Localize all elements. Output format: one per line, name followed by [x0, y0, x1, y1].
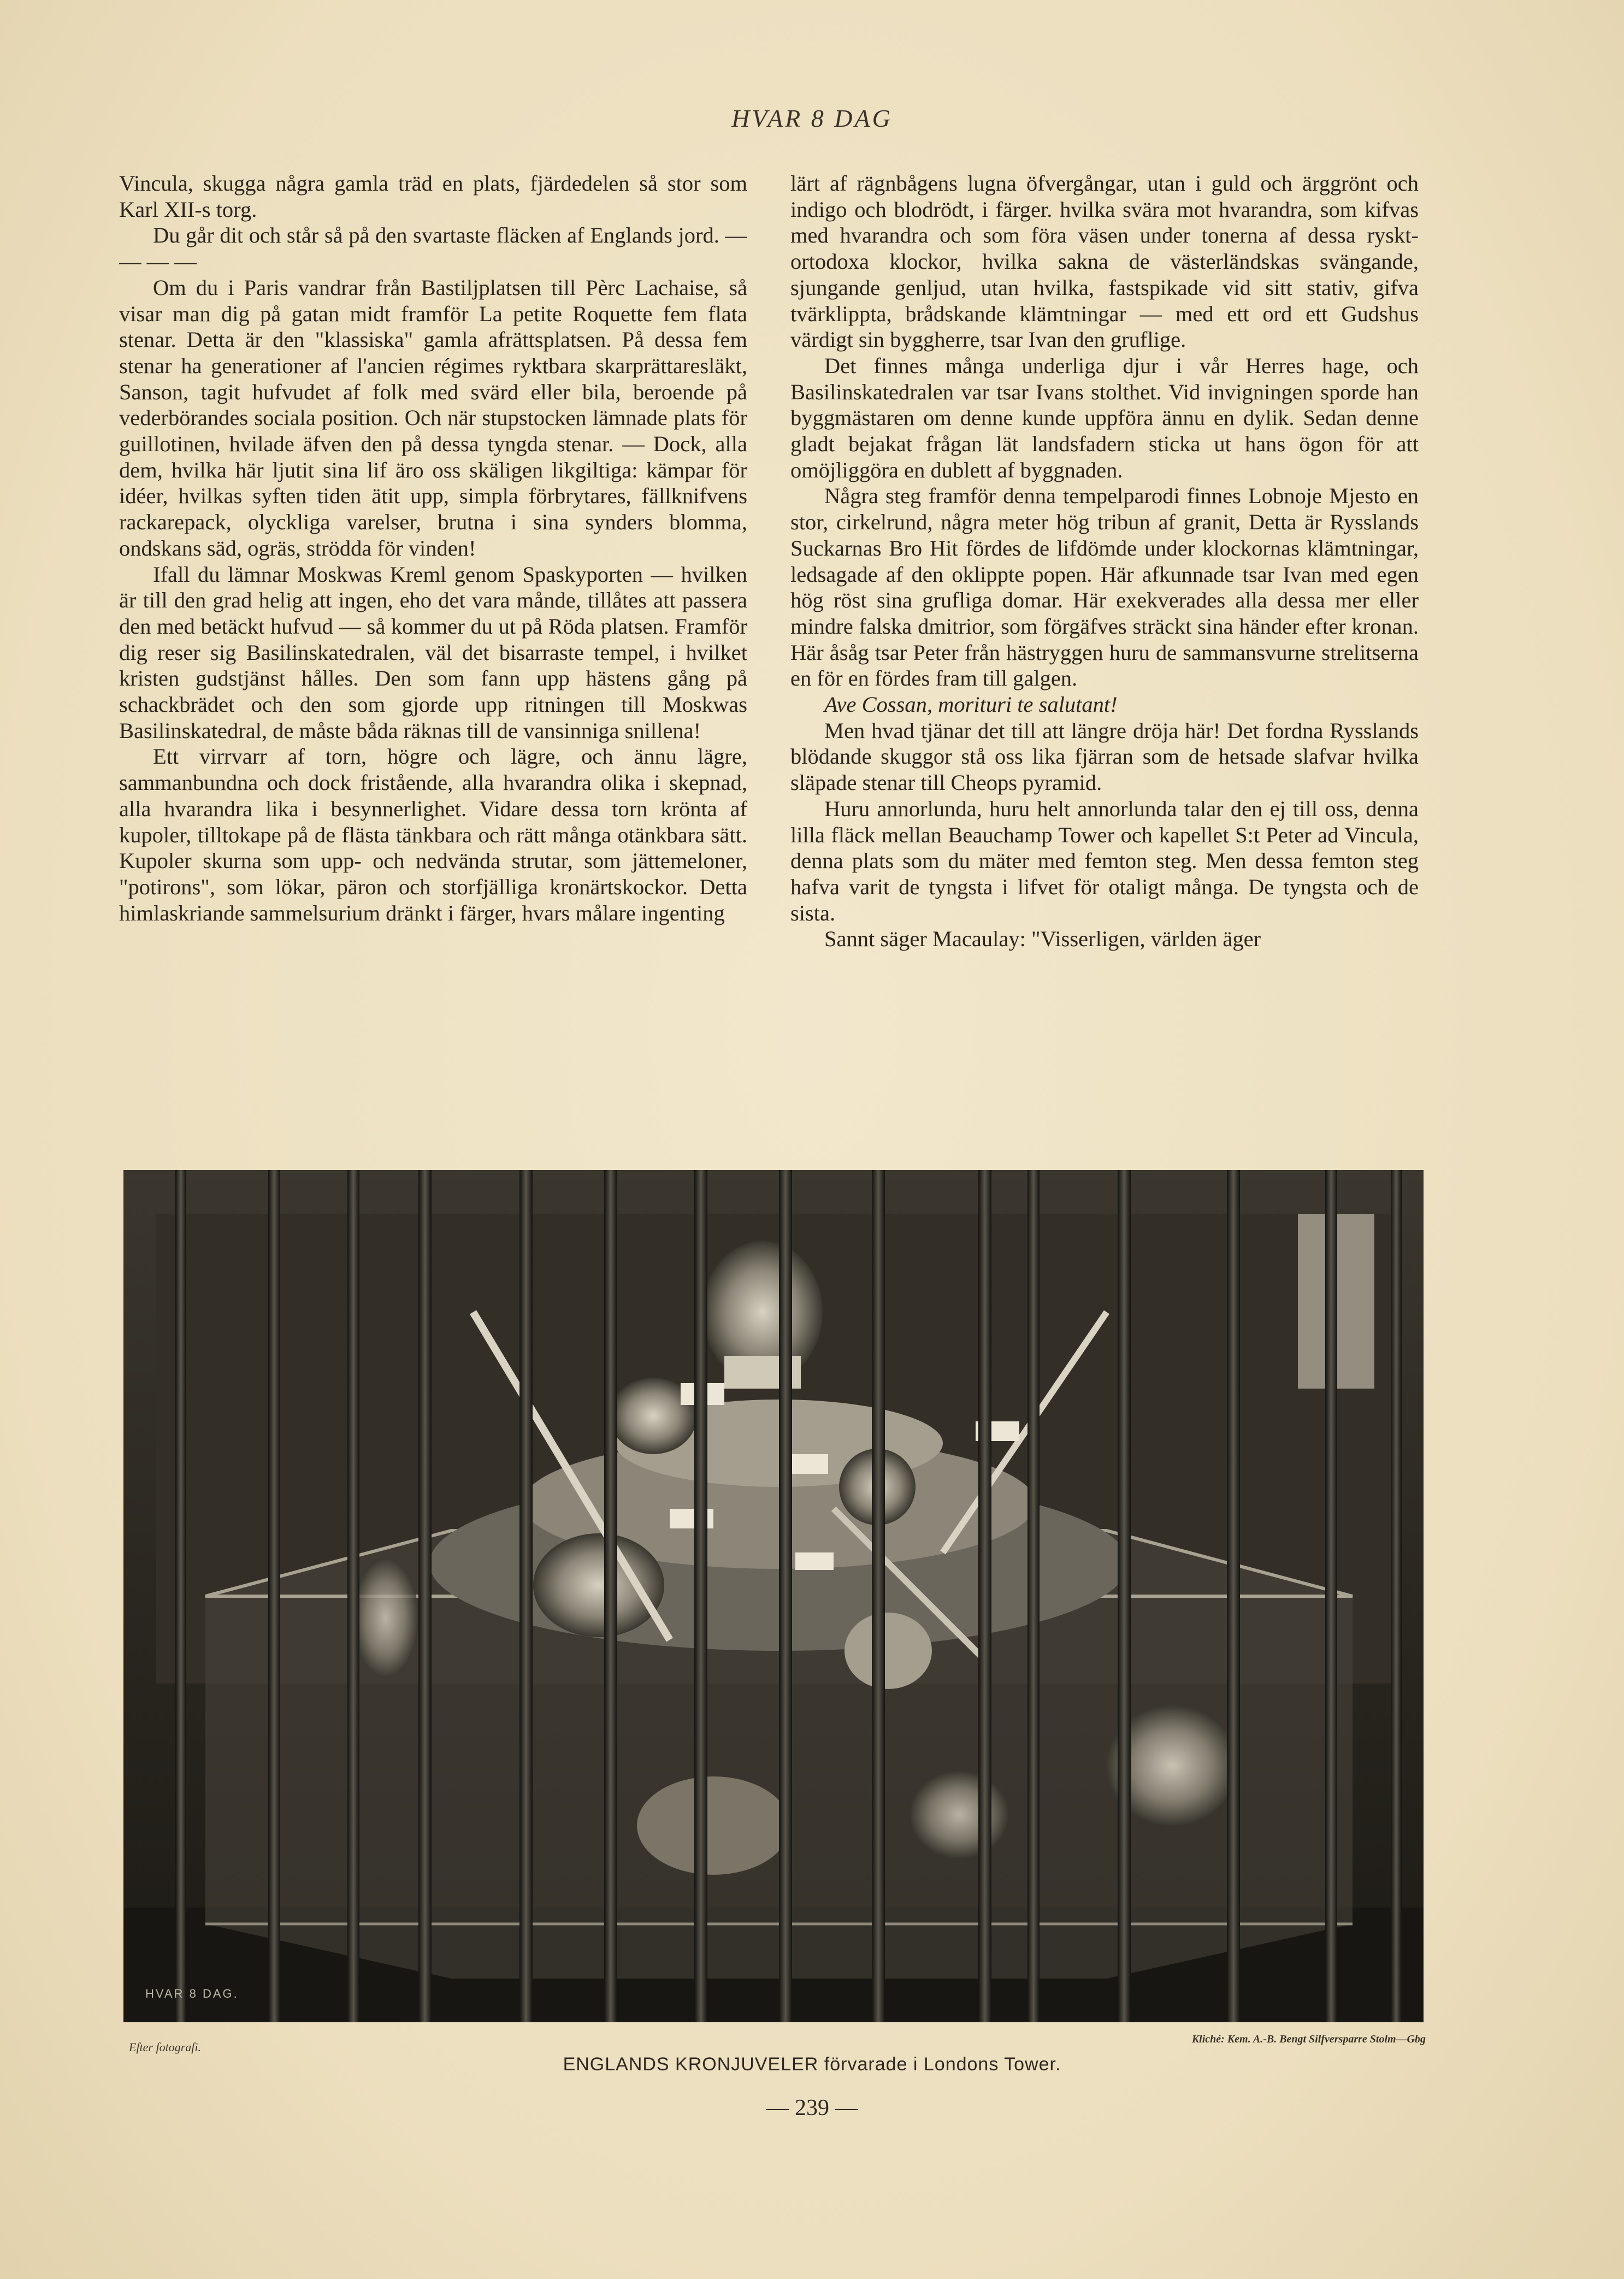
paragraph: Det finnes många underliga djur i vår Herres hage, och Basilinskatedralen var tsar Ivans stolthet. Vid invigningen sporde han byggmästaren om denne kunde uppföra ännu en dylik. Sedan denne gladt bejakat frågan lät landsfadern sticka ut hans ögon för att omöjliggöra en dublett af byggnaden. [790, 353, 1419, 482]
paragraph: Sannt säger Macaulay: "Visserligen, världen äger [824, 926, 1261, 952]
paragraph: Några steg framför denna tempelparodi finnes Lobnoje Mjesto en stor, cirkelrund, några meter hög tribun af granit, Detta är Rysslands Suckarnas Bro Hit fördes de lifdömde under klockornas klämtningar, ledsagade af den oklippte popen. Här afkunnade tsar Ivan med egen hög röst sina gruflіga domar. Här exekverades alla dessa mer eller mindre falska dmitrior, som förgäfves sträckt sina händer efter kronan. Här åsåg tsar Peter från hästryggen huru de sammansvurne strelitserna en för en fördes fram till galgen. [790, 483, 1419, 691]
paragraph: Du går dit och står så på den svartaste fläcken af Englands jord. — — — — [119, 223, 747, 274]
running-head: HVAR 8 DAG [731, 104, 893, 132]
crown-jewels-image [123, 1170, 1424, 2022]
paragraph: Vincula, skugga några gamla träd en plats, fjärdedelen så stor som Karl XII-s torg. [119, 171, 747, 222]
figure-caption: ENGLANDS KRONJUVELER förvarade i Londons Tower. [563, 2054, 1061, 2075]
paragraph: Ifall du lämnar Moskwas Kreml genom Spaskyporten — hvilken är till den grad helig att ingen, eho det vara månde, tillåtes att passera den med betäckt hufvud — så kommer du ut på Röda platsen. Framför dig reser sig Basilinskatedralen, väl det bisarraste tempel, i hvilket kristen gudstjänst hålles. Den som fann upp hästens gång på schackbrädet och den som gjorde upp ritningen till Moskwas Basilinskatedral, de måste båda räknas till de vansinniga snillena! [119, 562, 747, 743]
image-watermark: HVAR 8 DAG. [145, 1987, 239, 2000]
photo-credit: Efter fotografi. [129, 2040, 201, 2054]
left-text-column [119, 170, 747, 1148]
paragraph: Om du i Paris vandrar från Bastiljplatsen till Pèrc Lachaise, så visar man dig på gatan midt framför La petite Roquette fem flata stenar. Detta är den "klassiska" gamla afrättsplatsen. På dessa fem stenar ha generationer af l'ancien régimes ryktbara skarprättaresläkt, Sanson, tagit hufvudet af folk med svärd eller bila, beroende på vederbörandes sociala position. Och när stupstocken lämnade plats för guillotinen, hvilade äfven den på dessa tyngda stenar. — Dock, alla dem, hvilka här ljutit sina lif äro oss skäligen likgiltiga: kämpar för idéer, hvilkas syften tiden ätit upp, simpla förbrytares, fällknifvens rackarepack, olyckliga varelser, brutna i sina synders blomma, ondskans säd, ogräs, strödda för vinden! [119, 275, 747, 560]
right-text-column [790, 170, 1419, 1148]
paragraph: lärt af rägnbågens lugna öfvergångar, utan i guld och ärggrönt och indigo och blodrödt, i färger. hvilka svära mot hvarandra, som kifvas med hvarandra och som föra väsen under tonerna af dessa ryskt-ortodoxa klockor, hvilka sakna de västerländskas svängande, sjungande genljud, utan hvilka, fastspikade vid sitt stativ, gifva tvärklippta, brådskande klämtningar — med ett ord ett Gudshus värdigt sin byggherre, tsar Ivan den gruflige. [790, 171, 1419, 352]
paragraph: Huru annorlunda, huru helt annorlunda talar den ej till oss, denna lilla fläck mellan Beauchamp Tower och kapellet S:t Peter ad Vincula, denna plats som du mäter med femton steg. Men dessa femton steg hafva varit de tyngsta i lifvet för otaligt många. De tyngsta och de sista. [790, 796, 1419, 925]
latin-quote: Ave Cossan, morituri te salutant! [824, 692, 1118, 717]
engraving-credit: Kliché: Kem. A.-B. Bengt Silfversparre Stolm—Gbg [1191, 2033, 1426, 2045]
paragraph [790, 692, 1419, 718]
paragraph: Men hvad tjänar det till att längre dröja här! Det fordna Rysslands blödande skuggor stå oss lika fjärran som de hetsade slafvar hvilka släpade stenar till Cheops pyramid. [790, 718, 1419, 795]
page-number: — 239 — [766, 2095, 858, 2121]
crown-jewels-photograph [123, 1170, 1424, 2022]
paragraph: Ett virrvarr af torn, högre och lägre, och ännu lägre, sammanbundna och dock fristående, alla hvarandra olika i skepnad, alla hvarandra lika i besynnerlighet. Vidare dessa torn krönta af kupoler, tilltokape på de flästa tänkbara och rätt många otänkbara sätt. Kupoler skurna som upp- och nedvända strutar, som jättemeloner, "potirons", som lökar, päron och storfjälliga kronärtskockor. Detta himlaskriande sammelsurium dränkt i färger, hvars målare ingenting [119, 744, 747, 925]
